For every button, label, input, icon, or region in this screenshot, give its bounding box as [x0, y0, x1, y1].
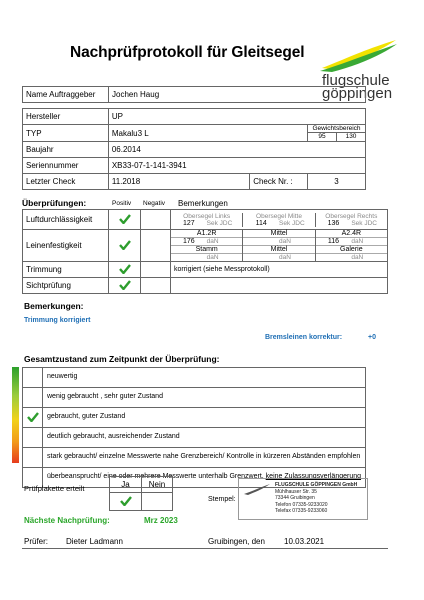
plakette-nein-box	[142, 493, 173, 511]
plakette-label: Prüfplakette erteilt	[24, 484, 85, 493]
logo-swoosh-icon	[318, 38, 398, 72]
zustand-colorbar	[12, 367, 19, 463]
a24r-label: A2.4R	[316, 230, 387, 238]
luft-werte	[171, 210, 388, 230]
stempel-logo-icon	[243, 483, 271, 495]
ob-mitte-value: 114	[255, 219, 267, 227]
zustand-checkbox-2	[23, 408, 43, 427]
leinen-label: Leinenfestigkeit	[23, 230, 109, 262]
stempel-street: Mühlhauser Str. 35	[275, 488, 317, 495]
zustand-checkbox-4	[23, 448, 43, 467]
zustand-option-2	[22, 407, 366, 428]
hersteller-label: Hersteller	[23, 109, 109, 125]
stempel-city: 73344 Gruibingen	[275, 495, 315, 501]
stamm-unit: daN	[206, 254, 219, 261]
leinen-negativ	[141, 230, 171, 262]
zustand-label-4: stark gebraucht/ einzelne Messwerte nahe Grenzbereich/ Kontrolle in kürzeren Abständen empfohlen	[47, 453, 361, 460]
ob-links-value: 127	[182, 219, 195, 227]
naechste-value: Mrz 2023	[144, 516, 178, 525]
checknr-value: 3	[308, 174, 366, 190]
a24r-value: 116	[327, 238, 340, 245]
bemerkungen-header: Bemerkungen	[178, 199, 228, 208]
gesamt-heading: Gesamtzustand zum Zeitpunkt der Überprüfung:	[24, 354, 220, 364]
zustand-label-2: gebraucht, guter Zustand	[47, 413, 126, 420]
a12r-label: A1.2R	[171, 230, 242, 238]
brems-label: Bremsleinen korrektur:	[265, 334, 343, 341]
negativ-header: Negativ	[143, 200, 166, 207]
zustand-label-1: wenig gebraucht , sehr guter Zustand	[47, 393, 163, 400]
brems-value: +0	[368, 334, 376, 341]
leinen-werte	[171, 230, 388, 262]
zustand-option-1	[22, 387, 366, 408]
luft-positiv	[109, 210, 141, 230]
plakette-table	[109, 476, 173, 511]
pruefer-label: Prüfer:	[24, 537, 49, 546]
mittel-label: Mittel	[243, 230, 314, 238]
logo-line-1: flugschule	[322, 72, 390, 89]
page-title: Nachprüfprotokoll für Gleitsegel	[70, 44, 305, 61]
zustand-checkbox-0	[23, 368, 43, 387]
gewicht-max: 130	[345, 133, 357, 140]
sicht-note	[171, 278, 388, 294]
sicht-negativ	[141, 278, 171, 294]
a12r-value: 176	[182, 238, 195, 245]
stempel-label: Stempel:	[208, 496, 236, 503]
luft-negativ	[141, 210, 171, 230]
galerie-unit: daN	[351, 254, 364, 261]
sicht-positiv	[109, 278, 141, 294]
zustand-label-3: deutlich gebraucht, ausreichender Zustand	[47, 433, 180, 440]
auftraggeber-label: Name Auftraggeber	[23, 87, 109, 103]
stempel-name: FLUGSCHULE GÖPPINGEN GmbH	[275, 482, 358, 488]
footer-divider	[22, 548, 388, 549]
luft-label: Luftdurchlässigkeit	[23, 210, 109, 230]
checkmark-icon	[119, 264, 131, 274]
pruefer-value: Dieter Ladmann	[66, 537, 123, 546]
check-label: Letzter Check	[23, 174, 109, 190]
checkmark-icon	[119, 214, 131, 224]
mittel-unit: daN	[279, 238, 291, 245]
galerie-label: Galerie	[316, 246, 387, 254]
pruefungen-table	[22, 209, 388, 294]
plakette-ja-box	[110, 493, 142, 511]
zustand-label-5-text: überbeansprucht/ eine oder mehrere Messwerte unterhalb Grenzwert,	[47, 473, 266, 480]
hersteller-value: UP	[108, 109, 365, 125]
zustand-option-4	[22, 447, 366, 468]
checkmark-icon	[119, 280, 131, 290]
plakette-ja: Ja	[110, 477, 142, 493]
zustand-checkbox-3	[23, 428, 43, 447]
mittel2-unit: daN	[279, 254, 291, 261]
ob-mitte-unit: Sek JDC	[279, 219, 305, 227]
ob-links-unit: Sek JDC	[206, 219, 233, 227]
gewichtsbereich-cell	[308, 125, 366, 142]
naechste-label: Nächste Nachprüfung:	[24, 516, 110, 525]
stempel-box	[238, 478, 368, 520]
ort-label: Gruibingen, den	[208, 537, 265, 546]
zustand-option-3	[22, 427, 366, 448]
zustand-checkbox-1	[23, 388, 43, 407]
bemerkungen-heading: Bemerkungen:	[24, 301, 84, 311]
gewicht-min: 95	[308, 133, 337, 141]
checkmark-icon	[119, 240, 131, 250]
trimm-negativ	[141, 262, 171, 278]
stempel-tel: Telefon 07335-9233020	[275, 501, 328, 508]
checknr-label: Check Nr. :	[250, 174, 308, 190]
check-value: 11.2018	[108, 174, 249, 190]
gewichtsbereich-label: Gewichtsbereich	[308, 125, 365, 133]
a12r-unit: daN	[206, 238, 219, 245]
trimm-label: Trimmung	[23, 262, 109, 278]
stammdaten-table	[22, 108, 366, 190]
serien-value: XB33-07-1-141-3941	[108, 158, 365, 174]
pruefungen-heading: Überprüfungen:	[22, 198, 87, 208]
mittel2-label: Mittel	[243, 246, 314, 254]
leinen-positiv	[109, 230, 141, 262]
bemerkung-line-1: Trimmung korrigiert	[24, 317, 91, 324]
ob-rechts-label: Obersegel Rechts	[325, 212, 378, 220]
zustand-option-0	[22, 367, 366, 388]
ob-links-label: Obersegel Links	[183, 212, 231, 220]
checkmark-icon	[27, 412, 39, 422]
typ-label: TYP	[23, 125, 109, 142]
datum-value: 10.03.2021	[284, 537, 325, 546]
positiv-header: Positiv	[112, 200, 132, 207]
sicht-label: Sichtprüfung	[23, 278, 109, 294]
baujahr-label: Baujahr	[23, 142, 109, 158]
ob-rechts-unit: Sek JDC	[351, 219, 377, 227]
stempel-fax: Telefax 07335-9233060	[275, 508, 328, 514]
ob-mitte-label: Obersegel Mitte	[256, 212, 302, 220]
stamm-label: Stamm	[171, 246, 242, 254]
logo-line-2: göppingen	[322, 85, 393, 102]
auftraggeber-table	[22, 86, 366, 103]
zustand-label-0: neuwertig	[47, 373, 78, 380]
checkmark-icon	[120, 496, 132, 506]
ob-rechts-value: 136	[327, 219, 340, 227]
zustand-label-5-underline: keine Zulassungsverlängerung	[265, 473, 362, 480]
typ-value: Makalu3 L	[108, 125, 307, 142]
auftraggeber-value: Jochen Haug	[109, 87, 366, 103]
serien-label: Seriennummer	[23, 158, 109, 174]
trimm-note: korrigiert (siehe Messprotokoll)	[171, 262, 388, 278]
trimm-positiv	[109, 262, 141, 278]
plakette-nein: Nein	[142, 477, 173, 493]
baujahr-value: 06.2014	[108, 142, 365, 158]
a24r-unit: daN	[351, 238, 364, 245]
